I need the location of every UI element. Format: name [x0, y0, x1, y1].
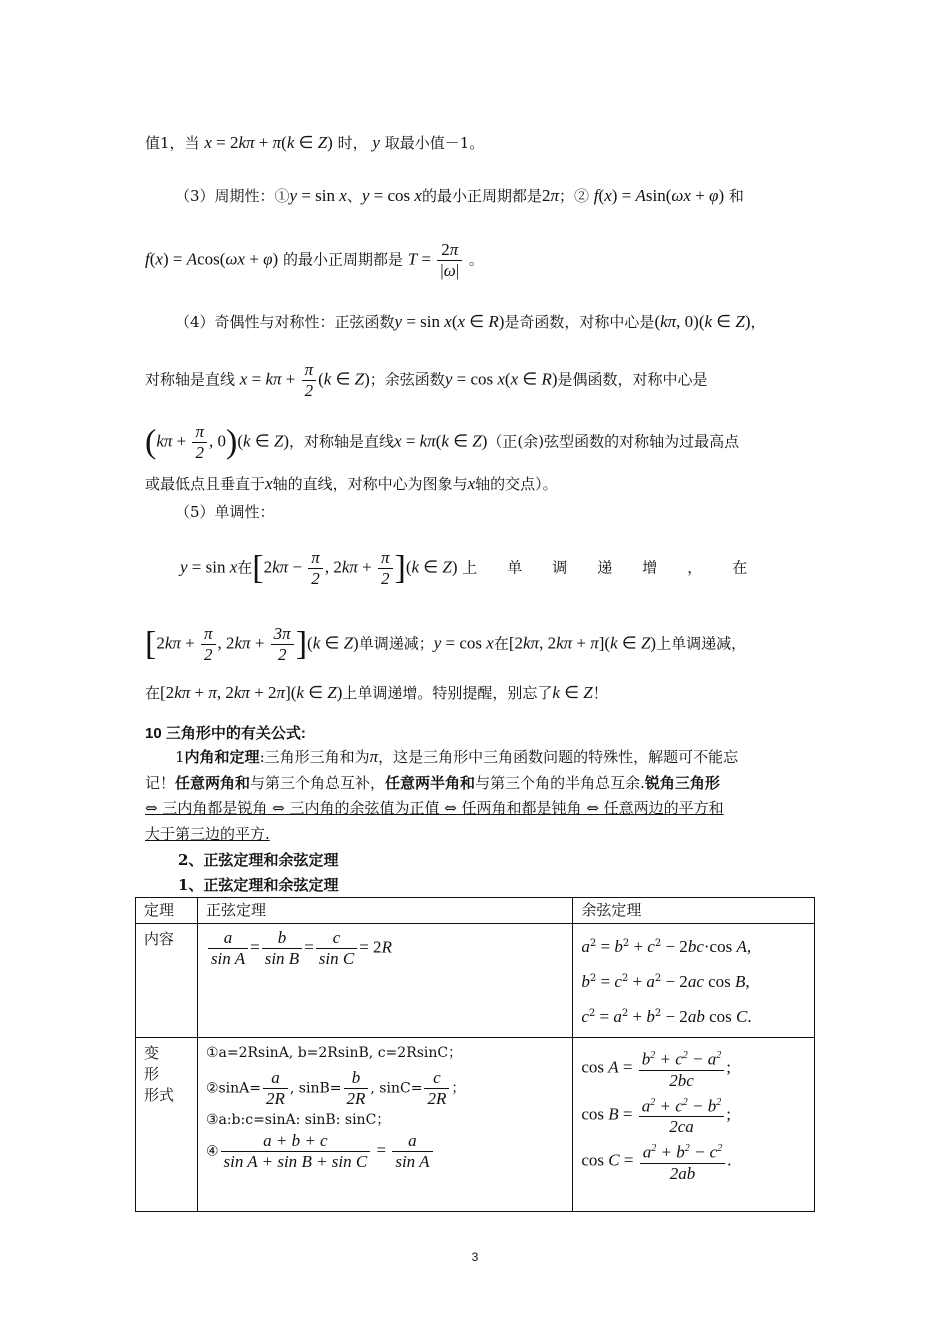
section-line-1: 1内角和定理:三角形三角和为π，这是三角形中三角函数问题的特殊性，解题可不能忘	[175, 747, 739, 766]
section-line-3: ⇔ 三内角都是锐角 ⇔ 三内角的余弦值为正值 ⇔ 任两角和都是钝角 ⇔ 任意两边的平方和	[145, 799, 724, 817]
symmetry-line-3: (kπ + $\frac{\pi}{2}$ , 0)(k ∈ Z)，对称轴是直线x = kπ(k ∈ Z)（正(余)弦型函数的对称轴为过最高点	[145, 422, 740, 462]
row-label-variants: 变 形 形式	[136, 1038, 198, 1212]
monotonicity-line-3: 在[2kπ + π, 2kπ + 2π](k ∈ Z)上单调递增。特别提醒，别忘了k ∈ Z！	[145, 683, 608, 702]
section-line-2: 记！任意两角和与第三个角总互补，任意两半角和与第三个角的半角总互余.锐角三角形	[145, 774, 720, 792]
symmetry-line: （4）奇偶性与对称性：正弦函数y = sin x(x ∈ R)是奇函数，对称中心是(kπ, 0)(k ∈ Z)，	[175, 312, 766, 331]
monotonicity-line-2: [2kπ + $\frac{\pi}{2}$ , 2kπ + $\frac{3\pi}{2}$ ](k ∈ Z)单调递减；y = cos x在[2kπ, 2kπ + π](k ∈ Z)上单调递减，	[145, 624, 747, 664]
heading-2b: 1、正弦定理和余弦定理	[178, 876, 339, 894]
section-title: 10 三角形中的有关公式:	[145, 725, 306, 742]
row-label-content: 内容	[136, 924, 198, 1038]
cosine-law-variants: cos A = $\frac{b^2 + c^2 - a^2}{2bc}$ ; cos B = $\frac{a^2 + c^2 - b^2}{2ca}$ ; cos C = $\frac{a^2 + b^2 - c^2}{2ab}$ .	[573, 1038, 815, 1212]
symmetry-line-2: 对称轴是直线 x = kπ + $\frac{\pi}{2}$ (k ∈ Z)；余弦函数y = cos x(x ∈ R)是偶函数，对称中心是	[145, 360, 708, 400]
table-header-row	[136, 898, 815, 924]
table-row-content	[136, 924, 815, 1038]
sine-law-variants: ①a=2RsinA, b=2RsinB, c=2RsinC； ②sinA= $\frac{a}{2R}$ , sinB= $\frac{b}{2R}$ , sinC= $\frac{c}{2R}$ ； ③a:b:c=sinA: sinB: sinC； ④ $\frac{a + b + c}{\text{sin A + sin B + sin C}}$ = $\frac{a}{\text{sin A}}$	[197, 1038, 572, 1212]
symmetry-line-4: 或最低点且垂直于x轴的直线，对称中心为图象与x轴的交点）。	[145, 474, 558, 493]
header-cosine-law: 余弦定理	[573, 898, 815, 924]
text-line: 值1，当 x = 2kπ + π(k ∈ Z) 时， y 取最小值－1。	[145, 133, 485, 152]
periodicity-line-2: f(x) = Acos(ωx + φ) 的最小正周期都是 T = $\frac{2\pi}{|\omega|}$ 。	[145, 240, 484, 280]
page-number: 3	[471, 1250, 479, 1264]
header-theorem: 定理	[136, 898, 198, 924]
monotonicity-line-1: y = sin x在[2kπ − $\frac{\pi}{2}$ , 2kπ + $\frac{\pi}{2}$ ](k ∈ Z) 上单调递增，在	[180, 548, 778, 588]
monotonicity-heading: （5）单调性：	[175, 503, 275, 521]
sine-law-formula: $\frac{a}{\text{sin A}}$ = $\frac{b}{\text{sin B}}$ = $\frac{c}{\text{sin C}}$ = 2R	[197, 924, 572, 1038]
heading-2a: 2、正弦定理和余弦定理	[178, 851, 339, 869]
periodicity-line: （3）周期性：①y = sin x、y = cos x的最小正周期都是2π；② f(x) = Asin(ωx + φ) 和	[175, 186, 744, 205]
cosine-law-formula: $a^2 = b^2 + c^2 - 2bc\cdot\cos$ A, $b^2 = c^2 + a^2 - 2ac$ cos B, $c^2 = a^2 + b^2 - 2ab$ cos C.	[573, 924, 815, 1038]
section-line-4: 大于第三边的平方.	[145, 825, 270, 843]
header-sine-law: 正弦定理	[197, 898, 572, 924]
theorem-table	[135, 897, 815, 1212]
table-row-variants	[136, 1038, 815, 1212]
